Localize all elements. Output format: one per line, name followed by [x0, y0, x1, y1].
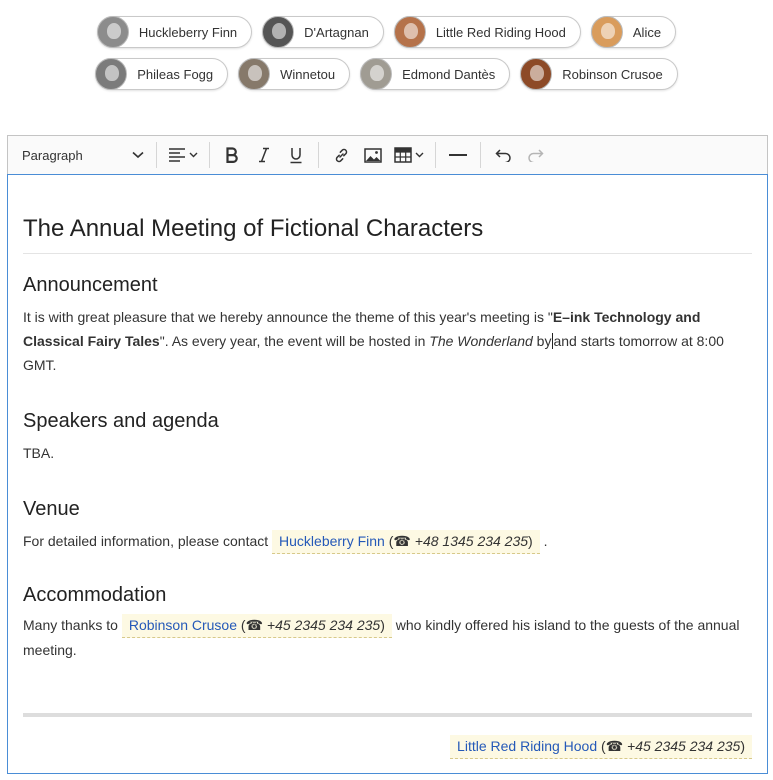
contact-chip-winnetou[interactable]: [238, 58, 350, 90]
section-venue: [23, 498, 752, 554]
chevron-down-icon: [132, 151, 144, 159]
text: and starts tomorrow at 8:00 GMT.: [23, 333, 724, 373]
italic-icon: [257, 147, 271, 163]
heading-dropdown[interactable]: [10, 140, 150, 170]
paren: (: [240, 617, 246, 633]
paragraph: [23, 529, 752, 554]
paren: (: [601, 738, 606, 754]
chip-label: Little Red Riding Hood: [435, 24, 566, 40]
redo-icon: [527, 149, 544, 162]
text: Many thanks to: [23, 617, 122, 633]
section-speakers: [23, 410, 752, 465]
redo-button[interactable]: [520, 140, 550, 170]
text: who kindly offered his island to the guests of the annual meeting.: [23, 617, 740, 658]
section-heading: Speakers and agenda: [23, 410, 219, 432]
underline-icon: [289, 147, 303, 164]
heading-dropdown-label: Paragraph: [22, 147, 83, 163]
phone-icon: ☎: [605, 738, 624, 754]
mention-name[interactable]: Robinson Crusoe: [128, 617, 237, 633]
section-accommodation: [23, 584, 752, 662]
insert-image-button[interactable]: [358, 140, 388, 170]
bold-button[interactable]: [217, 140, 247, 170]
toolbar-separator: [480, 142, 481, 168]
chip-label: Phileas Fogg: [137, 66, 214, 82]
avatar: [262, 16, 294, 48]
text: For detailed information, please contact: [23, 533, 273, 549]
paren: ): [740, 738, 745, 754]
link-icon: [333, 147, 350, 164]
undo-icon: [495, 149, 512, 162]
align-left-icon: [168, 148, 186, 162]
contact-mention[interactable]: [450, 735, 752, 759]
paragraph: [23, 305, 752, 377]
text: ". As every year, the event will be hosted in: [159, 333, 430, 349]
horizontal-line-button[interactable]: [443, 140, 473, 170]
mention-phone: +45 2345 234 235: [627, 738, 741, 754]
toolbar-separator: [156, 142, 157, 168]
link-button[interactable]: [326, 140, 356, 170]
horizontal-rule: [23, 713, 752, 717]
avatar: [97, 16, 129, 48]
avatar: [95, 58, 127, 90]
chip-label: Winnetou: [280, 66, 336, 82]
footer-signature: [450, 735, 752, 759]
chip-label: Alice: [632, 24, 662, 40]
avatar: [238, 58, 270, 90]
chip-label: Robinson Crusoe: [562, 66, 663, 82]
alignment-dropdown[interactable]: [164, 140, 202, 170]
contact-chips: [0, 16, 773, 90]
table-icon: [394, 147, 412, 163]
paren: (: [388, 533, 394, 549]
mention-name[interactable]: Huckleberry Finn: [279, 533, 385, 549]
document-title: The Annual Meeting of Fictional Characters: [23, 215, 752, 254]
bold-icon: [225, 147, 239, 163]
contact-chip-edmond-dantes[interactable]: [360, 58, 510, 90]
text: by: [532, 333, 552, 349]
section-heading: Announcement: [23, 274, 158, 296]
editor-toolbar: [7, 135, 768, 174]
italic-button[interactable]: [249, 140, 279, 170]
section-announcement: [23, 274, 752, 377]
undo-button[interactable]: [488, 140, 518, 170]
insert-table-dropdown[interactable]: [390, 140, 428, 170]
section-heading: Accommodation: [23, 584, 167, 606]
contact-chip-little-red-riding-hood[interactable]: [394, 16, 581, 48]
mention-phone: +48 1345 234 235: [414, 533, 529, 549]
chevron-down-icon: [415, 152, 424, 158]
horizontal-line-icon: [449, 153, 467, 157]
chip-label: D'Artagnan: [304, 24, 369, 40]
avatar: [360, 58, 392, 90]
paragraph: TBA.: [23, 445, 55, 461]
chip-label: Edmond Dantès: [402, 66, 496, 82]
paragraph: [23, 613, 752, 662]
contact-chip-huckleberry-finn[interactable]: [97, 16, 252, 48]
italic-text: The Wonderland: [429, 333, 533, 349]
contact-chip-dartagnan[interactable]: [262, 16, 384, 48]
mention-phone: +45 2345 234 235: [266, 617, 381, 633]
chip-label: Huckleberry Finn: [138, 24, 238, 40]
toolbar-separator: [209, 142, 210, 168]
underline-button[interactable]: [281, 140, 311, 170]
avatar: [591, 16, 623, 48]
text: .: [539, 533, 548, 549]
contact-mention[interactable]: [272, 530, 540, 554]
mention-name[interactable]: Little Red Riding Hood: [457, 738, 598, 754]
chevron-down-icon: [189, 152, 198, 158]
contact-chip-alice[interactable]: [591, 16, 676, 48]
avatar: [520, 58, 552, 90]
phone-icon: ☎: [393, 533, 411, 549]
section-heading: Venue: [23, 498, 80, 520]
paren: ): [528, 533, 533, 549]
editor-content[interactable]: [7, 174, 768, 774]
toolbar-separator: [435, 142, 436, 168]
bold-text: E–ink Technology and Classical Fairy Tales: [23, 309, 701, 349]
phone-icon: ☎: [245, 617, 264, 633]
paren: ): [380, 617, 385, 633]
contact-chip-phileas-fogg[interactable]: [95, 58, 228, 90]
text: It is with great pleasure that we hereby announce the theme of this year's meeting is ": [23, 309, 553, 325]
avatar: [394, 16, 426, 48]
image-icon: [364, 148, 382, 163]
toolbar-separator: [318, 142, 319, 168]
contact-chip-robinson-crusoe[interactable]: [520, 58, 677, 90]
contact-mention[interactable]: [122, 614, 392, 638]
